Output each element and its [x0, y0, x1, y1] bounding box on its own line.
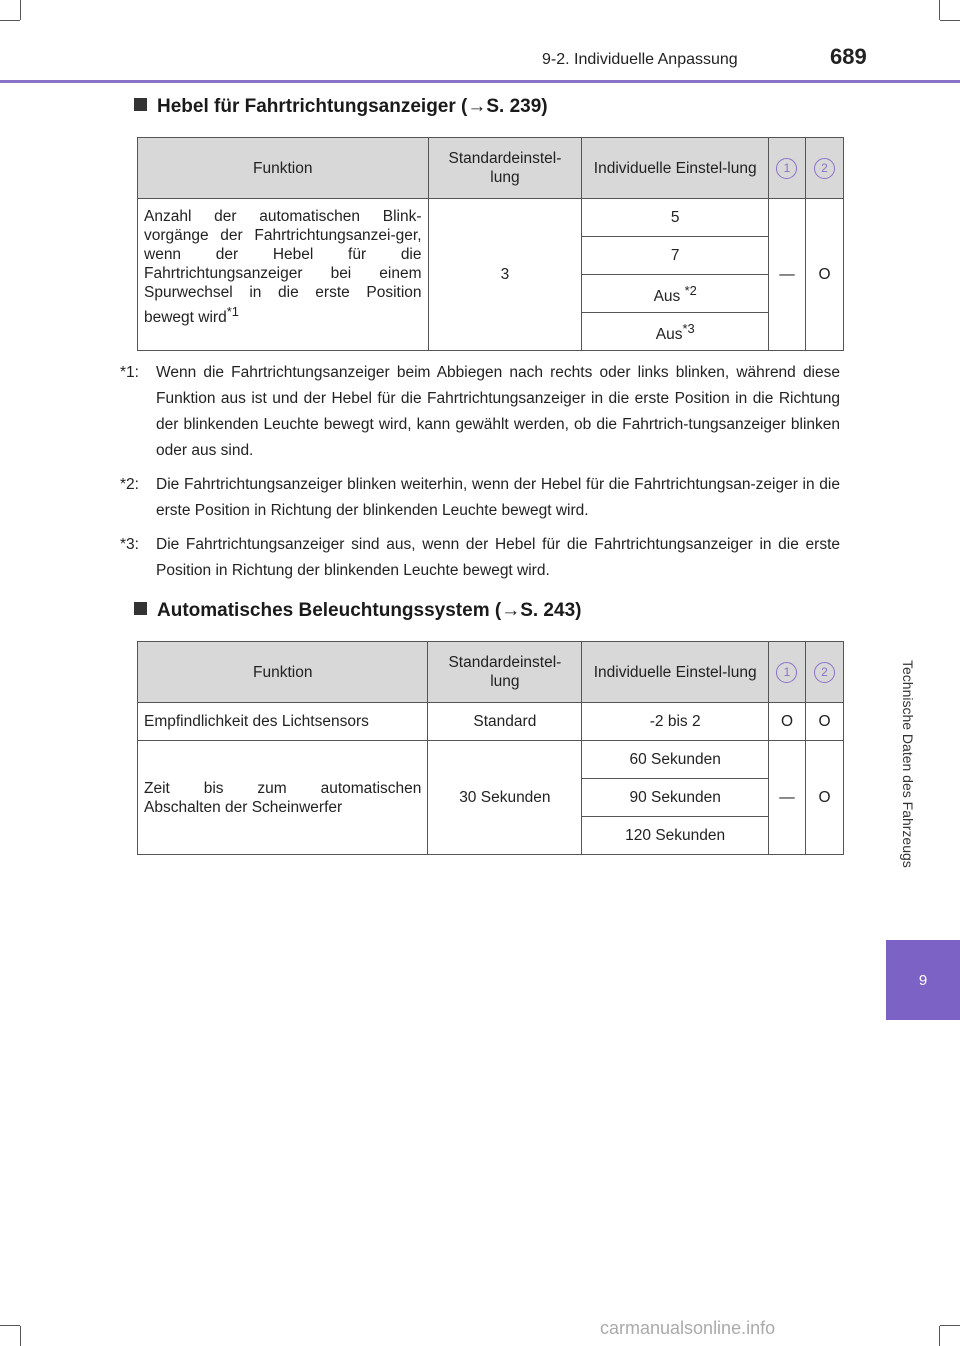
- header-standard: Standardeinstel-lung: [428, 138, 582, 199]
- header-individual: Individuelle Einstel-lung: [582, 642, 769, 703]
- cell-option: 60 Sekunden: [582, 741, 769, 779]
- section-heading-2: Automatisches Beleuchtungssystem (→S. 243): [134, 600, 581, 622]
- footnote-text: Die Fahrtrichtungsanzeiger sind aus, wenn der Hebel für die Fahrtrichtungsanzeiger in die erste Position in Richtung der blinkenden Leuchte bewegt wird.: [156, 536, 840, 579]
- table-row: [138, 703, 844, 741]
- crop-mark: [0, 1325, 20, 1326]
- cell-standard: 30 Sekunden: [428, 741, 582, 855]
- footnote: [120, 360, 840, 464]
- cell-col2: O: [805, 703, 843, 741]
- footnote-mark: *1:: [120, 364, 139, 381]
- cell-col2: O: [805, 741, 843, 855]
- footnote-mark: *2:: [120, 476, 139, 493]
- cell-standard: Standard: [428, 703, 582, 741]
- section-title: 9-2. Individuelle Anpassung: [542, 51, 738, 68]
- table-turn-signal: [137, 137, 844, 351]
- header-col2: [805, 138, 843, 199]
- chapter-tab[interactable]: [886, 940, 960, 1020]
- cell-col2: O: [805, 199, 843, 351]
- crop-mark: [939, 0, 940, 20]
- table-header-row: [138, 138, 844, 199]
- bullet-square-icon: [134, 602, 147, 615]
- crop-mark: [939, 1326, 940, 1346]
- cell-option: 5: [582, 199, 769, 237]
- cell-option: Aus$^{*3}$: [582, 313, 769, 351]
- table-header-row: [138, 642, 844, 703]
- header-standard: Standardeinstel-lung: [428, 642, 582, 703]
- cell-col1: O: [769, 703, 806, 741]
- crop-mark: [940, 20, 960, 21]
- circle-one-icon: 1: [776, 662, 797, 683]
- header-individual: Individuelle Einstel-lung: [582, 138, 769, 199]
- cell-option: 7: [582, 237, 769, 275]
- chapter-number: 9: [918, 971, 928, 989]
- table-row: [138, 199, 844, 237]
- footnote-mark: *3:: [120, 536, 139, 553]
- header-rule: [0, 80, 960, 83]
- cell-funktion: Zeit bis zum automatischen Abschalten der Scheinwerfer: [138, 741, 428, 855]
- page-number: 689: [830, 44, 867, 69]
- watermark: carmanualsonline.info: [600, 1318, 776, 1338]
- cell-option: 90 Sekunden: [582, 779, 769, 817]
- table-lighting: [137, 641, 844, 855]
- header-col2: [805, 642, 843, 703]
- cell-funktion: Empfindlichkeit des Lichtsensors: [138, 703, 428, 741]
- crop-mark: [20, 0, 21, 20]
- footnotes: [120, 360, 840, 592]
- header-funktion: Funktion: [138, 138, 429, 199]
- crop-mark: [0, 20, 20, 21]
- cell-funktion: Anzahl der automatischen Blink-vorgänge der Fahrtrichtungsanzei-ger, wenn der Hebel für die Fahrtrichtungsanzeiger bei einem Spurwechsel in die erste Position bewegt wird$^{*1}$: [138, 199, 429, 351]
- footnote-text: Wenn die Fahrtrichtungsanzeiger beim Abbiegen nach rechts oder links blinken, während diese Funktion aus ist und der Hebel für die Fahrtrichtungsanzeiger in die erste Position in die Richtung der blinkenden Leuchte bewegt wird, kann gewählt werden, ob die Fahrtrich-tungsanzeiger blinken oder aus sind.: [156, 364, 840, 459]
- cell-standard: 3: [428, 199, 582, 351]
- cell-option: Aus $^{*2}$: [582, 275, 769, 313]
- header-col1: [769, 138, 806, 199]
- crop-mark: [20, 1326, 21, 1346]
- footnote-text: Die Fahrtrichtungsanzeiger blinken weiterhin, wenn der Hebel für die Fahrtrichtungsan-zeiger in die erste Position in Richtung der blinkenden Leuchte bewegt wird.: [156, 476, 840, 519]
- footnote: [120, 532, 840, 584]
- footnote: [120, 472, 840, 524]
- header-col1: [769, 642, 806, 703]
- chapter-title: Technische Daten des Fahrzeugs: [900, 660, 916, 868]
- circle-one-icon: 1: [776, 158, 797, 179]
- circle-two-icon: 2: [814, 662, 835, 683]
- crop-mark: [940, 1325, 960, 1326]
- cell-option: 120 Sekunden: [582, 817, 769, 855]
- bullet-square-icon: [134, 98, 147, 111]
- table-row: [138, 741, 844, 779]
- cell-option: -2 bis 2: [582, 703, 769, 741]
- cell-col1: —: [769, 741, 806, 855]
- section-heading-1: Hebel für Fahrtrichtungsanzeiger (→S. 239): [134, 96, 548, 118]
- cell-col1: —: [769, 199, 806, 351]
- circle-two-icon: 2: [814, 158, 835, 179]
- header-funktion: Funktion: [138, 642, 428, 703]
